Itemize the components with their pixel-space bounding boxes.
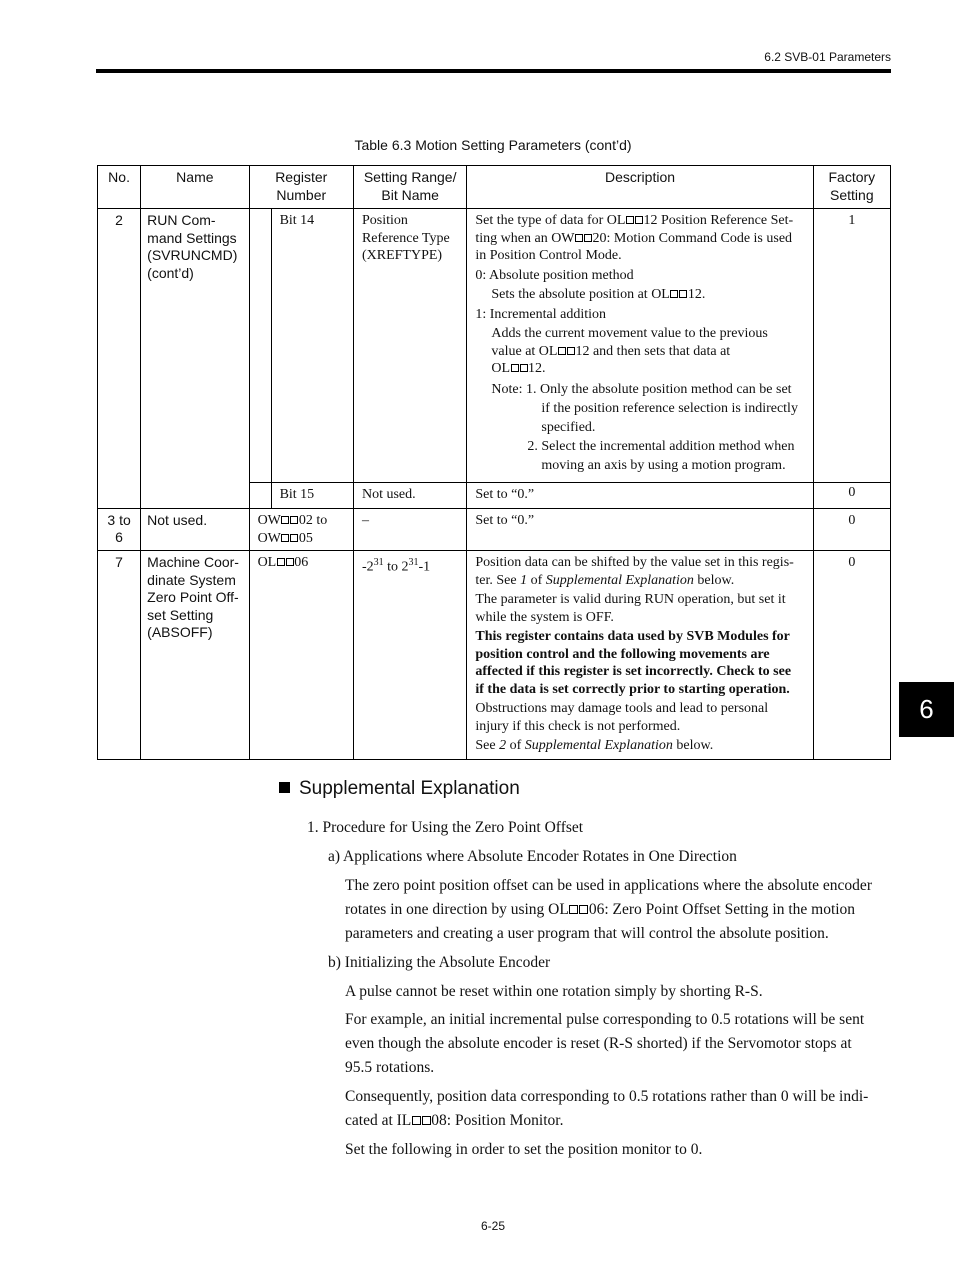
placeholder-box [635, 216, 643, 224]
row-register: OW 02 to OW 05 [249, 509, 353, 551]
row-factory: 1 [813, 209, 890, 483]
placeholder-box [626, 216, 634, 224]
row-description: Set the type of data for OL 12 Position Reference Set- ting when an OW 20: Motion Command Code is used in Position Control Mode. 0: Absolute position method Sets the absolute position at OL 12. 1: Incremental addition Adds the current movement value to the previous value at OL 12 and then sets that data at OL 12. Note: 1. Only the absolute position method can be set if the position reference selection is indirectly specified. 2. Select the incremental addition method when moving an axis by using a motion program. [467, 209, 813, 483]
row-factory: 0 [813, 551, 890, 760]
section-heading: Supplemental Explanation [279, 778, 520, 800]
row-range: – [353, 509, 466, 551]
row-register [249, 209, 353, 483]
row-description: Set to “0.” [467, 483, 813, 509]
paragraph: Consequently, position data corresponding to 0.5 rotations rather than 0 will be indi- cated at IL 08: Position Monitor. [345, 1088, 869, 1129]
paragraph: The zero point position offset can be used in applications where the absolute encoder rotates in one direction by using OL 06: Zero Point Offset Setting in the motion parameters and creating a user program that will control the absolute position. [345, 877, 872, 942]
row-name: RUN Com- mand Settings (SVRUNCMD) (cont’d) [141, 209, 249, 509]
row-description: Position data can be shifted by the value set in this regis- ter. See 1 of Supplemental Explanation below. The parameter is valid during RUN operation, but set it while the system is OFF. This register contains data used by SVB Modules for position control and the following movements are affected if this register is set incorrectly. Check to see if the data is set correctly prior to starting operation. Obstructions may damage tools and lead to personal injury if this check is not performed. See 2 of Supplemental Explanation below. [467, 551, 813, 760]
row-register: OL 06 [249, 551, 353, 760]
placeholder-box [281, 516, 289, 524]
placeholder-box [412, 1116, 421, 1125]
placeholder-box [290, 516, 298, 524]
placeholder-box [567, 347, 575, 355]
table-row [98, 551, 891, 760]
table-header-row [98, 166, 891, 209]
row-register [249, 483, 353, 509]
placeholder-box [290, 534, 298, 542]
parameters-table [97, 165, 891, 760]
row-range: Not used. [353, 483, 466, 509]
placeholder-box [511, 364, 519, 372]
row-description: Set to “0.” [467, 509, 813, 551]
row-factory: 0 [813, 483, 890, 509]
row-range: Position Reference Type (XREFTYPE) [353, 209, 466, 483]
placeholder-box [670, 290, 678, 298]
placeholder-box [569, 905, 578, 914]
table-row [98, 209, 891, 483]
chapter-tab: 6 [899, 682, 954, 737]
running-header: 6.2 SVB-01 Parameters [764, 50, 891, 64]
header-factory: Factory Setting [813, 166, 890, 209]
header-rule [96, 69, 891, 73]
warning-text: This register contains data used by SVB Modules for position control and the following movements are affected if this register is set incorrectly. Check to see if the data is set correctly prior to starting operation. [475, 629, 792, 697]
paragraph: Set the following in order to set the position monitor to 0. [345, 1141, 703, 1158]
header-no: No. [98, 166, 141, 209]
placeholder-box [520, 364, 528, 372]
row-factory: 0 [813, 509, 890, 551]
subsection-title: a) Applications where Absolute Encoder Rotates in One Direction [328, 848, 737, 865]
row-name: Not used. [141, 509, 249, 551]
placeholder-box [575, 234, 583, 242]
bit-label: Bit 15 [279, 487, 315, 502]
header-register: Register Number [249, 166, 353, 209]
paragraph: A pulse cannot be reset within one rotation simply by shorting R-S. [345, 983, 763, 1000]
placeholder-box [277, 558, 285, 566]
placeholder-box [422, 1116, 431, 1125]
placeholder-box [281, 534, 289, 542]
row-no: 7 [98, 551, 141, 760]
placeholder-box [286, 558, 294, 566]
row-range: $-2^{31}$ to $2^{31}-1$ [353, 551, 466, 760]
row-no: 2 [98, 209, 141, 509]
header-description: Description [467, 166, 813, 209]
placeholder-box [558, 347, 566, 355]
square-bullet-icon [279, 782, 290, 793]
header-range: Setting Range/ Bit Name [353, 166, 466, 209]
table-row [98, 509, 891, 551]
page-number: 6-25 [480, 1219, 506, 1233]
bit-label: Bit 14 [279, 213, 315, 228]
row-no: 3 to 6 [98, 509, 141, 551]
list-item: 1. Procedure for Using the Zero Point Offset [307, 819, 584, 836]
placeholder-box [679, 290, 687, 298]
subsection-title: b) Initializing the Absolute Encoder [328, 954, 551, 971]
header-name: Name [141, 166, 249, 209]
paragraph: For example, an initial incremental pulse corresponding to 0.5 rotations will be sent even though the absolute encoder is reset (R-S shorted) if the Servomotor stops at 95.5 rotations. [345, 1011, 865, 1076]
placeholder-box [579, 905, 588, 914]
placeholder-box [584, 234, 592, 242]
row-name: Machine Coor- dinate System Zero Point Off- set Setting (ABSOFF) [141, 551, 249, 760]
table-caption: Table 6.3 Motion Setting Parameters (cont’d) [354, 137, 632, 153]
